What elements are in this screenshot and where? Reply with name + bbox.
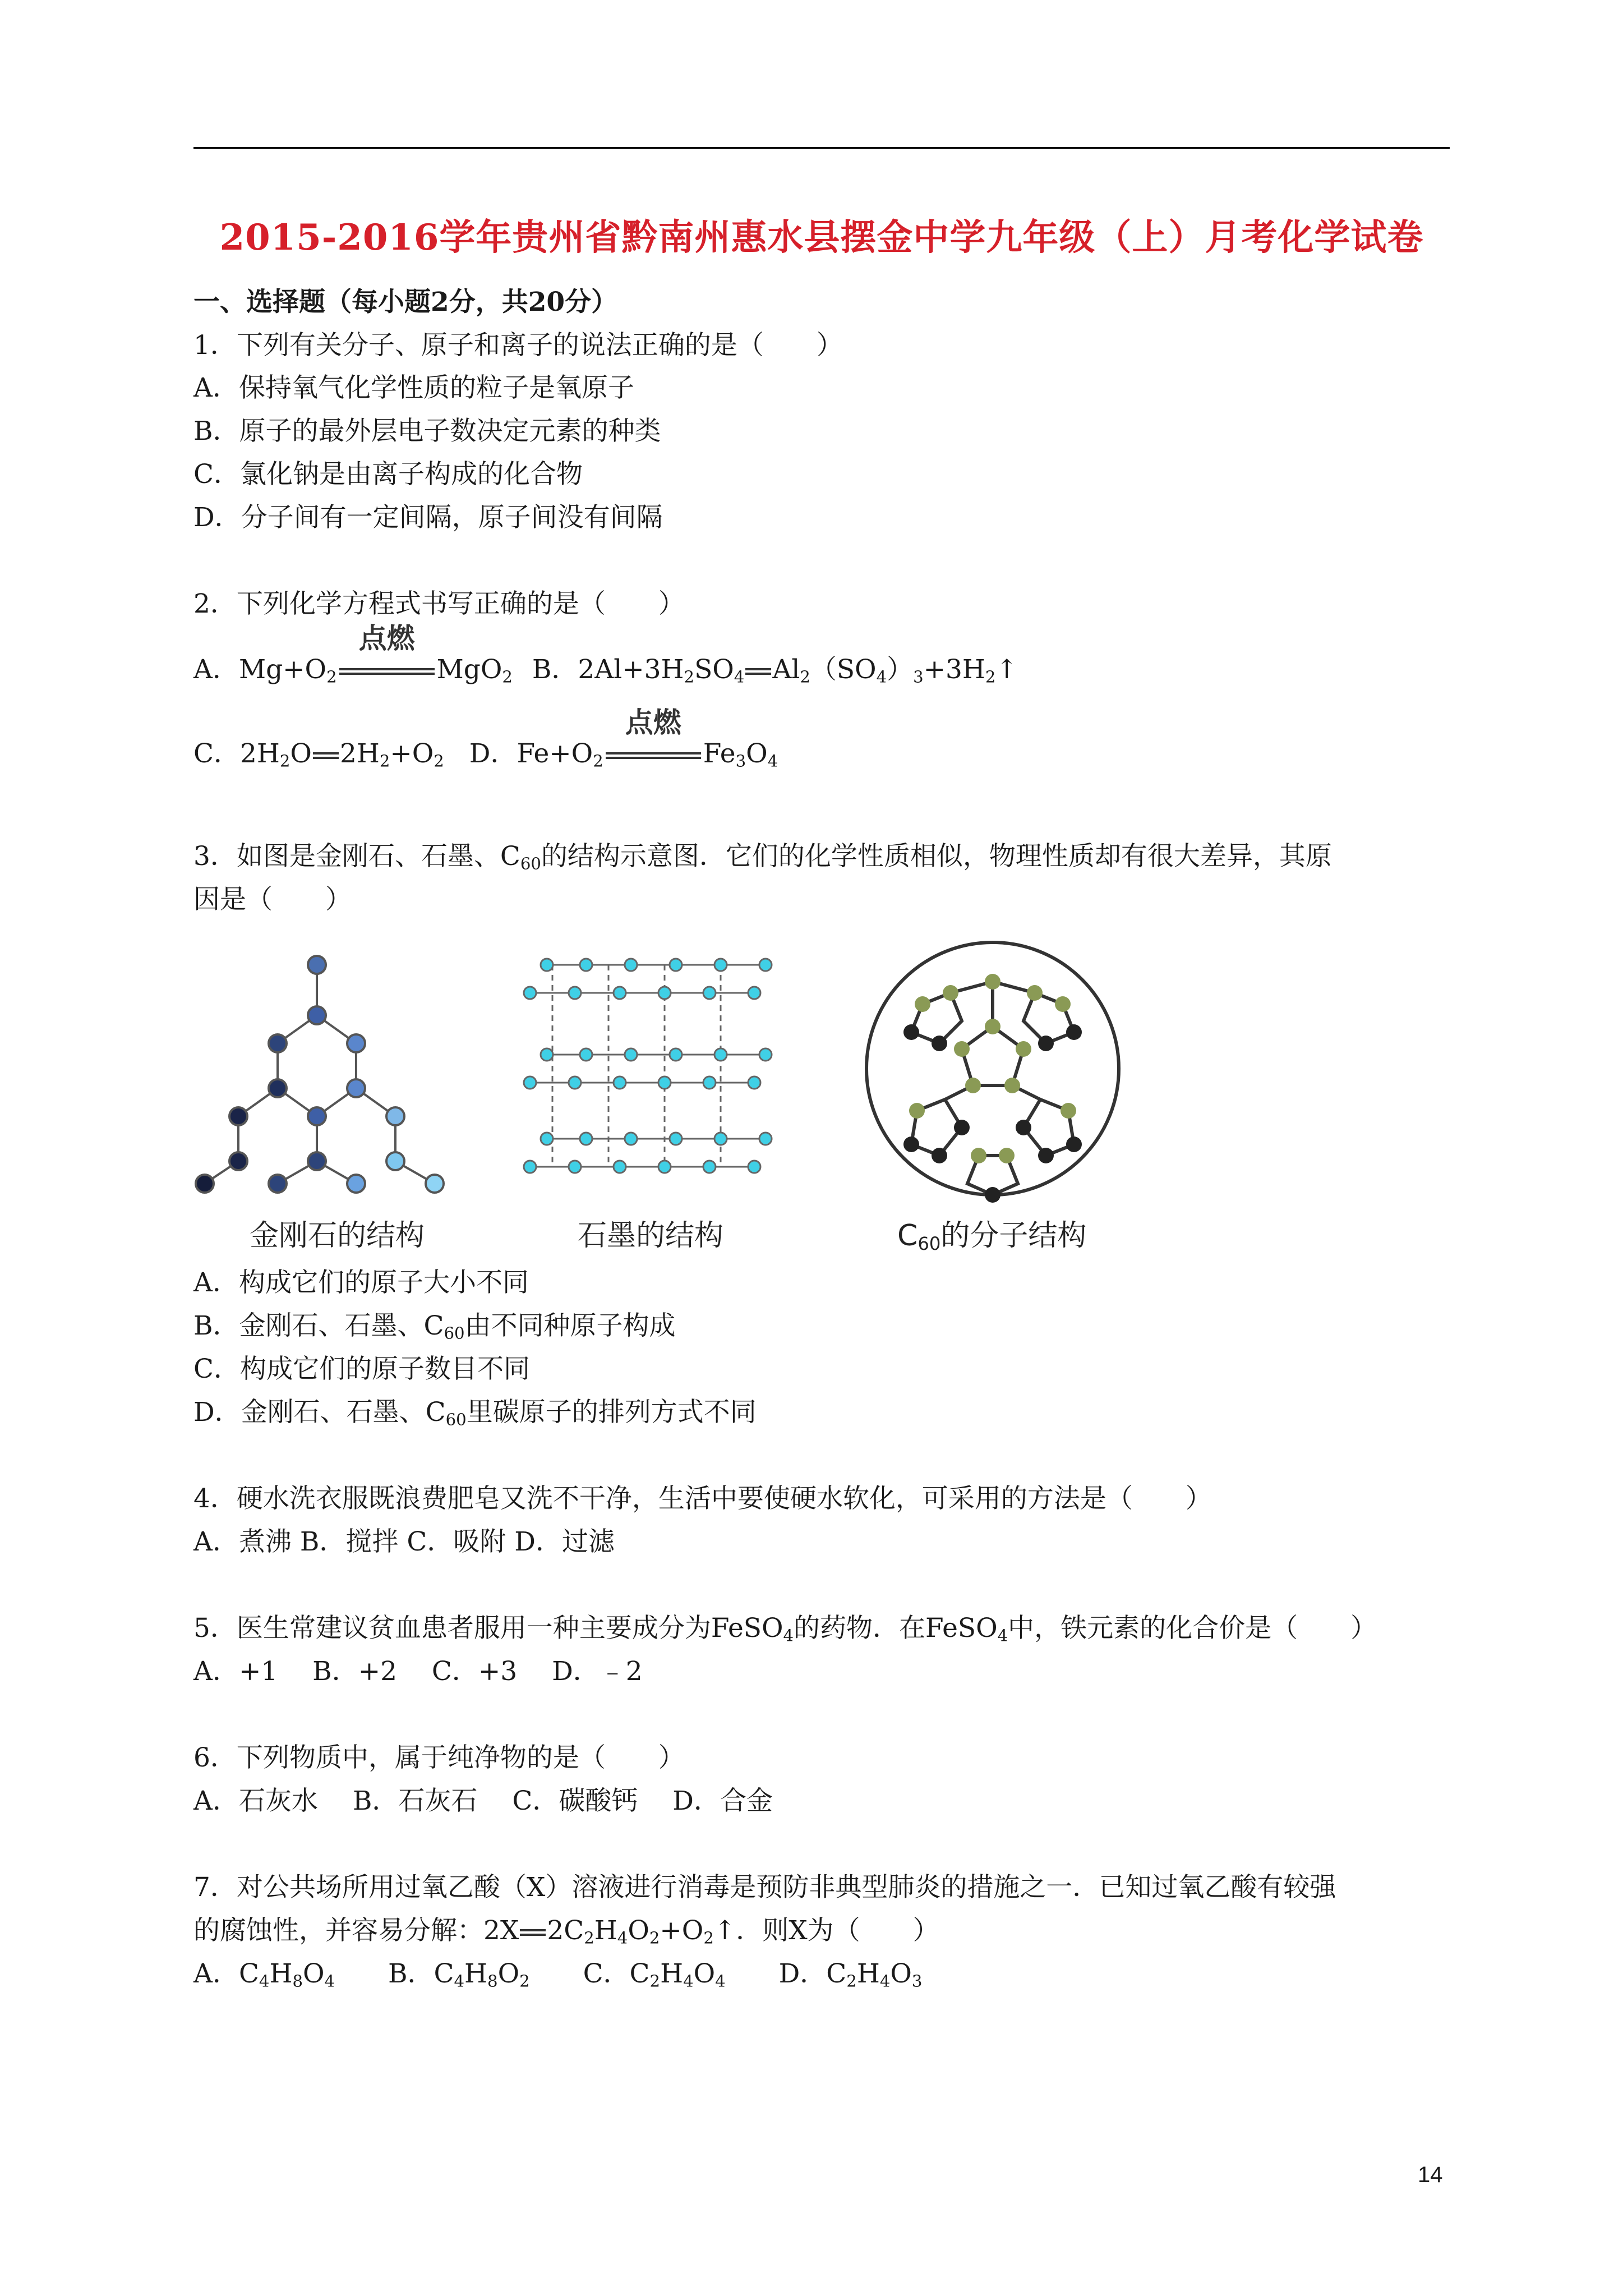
q5-options: A．+1 B．+2 C．+3 D．﹣2 <box>193 1656 643 1687</box>
page-number: 14 <box>1418 2162 1443 2187</box>
c60-caption: $C_{60}$的分子结构 <box>897 1219 1087 1255</box>
q5-stem: 5．医生常建议贫血患者服用一种主要成分为FeSO$_4$的药物．在FeSO$_4$中，铁元素的化合价是（ ） <box>193 1613 1377 1645</box>
header-rule <box>193 147 1450 149</box>
diamond-caption: 金刚石的结构 <box>250 1219 425 1253</box>
q1-option-b: B．原子的最外层电子数决定元素的种类 <box>193 416 661 447</box>
q1-option-d: D．分子间有一定间隔，原子间没有间隔 <box>193 502 663 533</box>
q7-options: A．$C_4H_8O_4$ B．$C_4H_8O_2$ C．$C_2H_4O_4$ D．$C_2H_4O_3$ <box>193 1958 923 1991</box>
page-title: 2015-2016学年贵州省黔南州惠水县摆金中学九年级（上）月考化学试卷 <box>219 217 1424 259</box>
q3-option-c: C．构成它们的原子数目不同 <box>193 1354 530 1384</box>
q6-stem: 6．下列物质中，属于纯净物的是（ ） <box>193 1742 685 1773</box>
q1-option-a: A．保持氧气化学性质的粒子是氧原子 <box>193 372 634 403</box>
graphite-structure <box>524 959 772 1173</box>
q6-options: A．石灰水 B．石灰石 C．碳酸钙 D．合金 <box>193 1786 773 1816</box>
c60-structure <box>866 942 1119 1203</box>
q3-option-b: B．金刚石、石墨、$C_{60}$由不同种原子构成 <box>193 1310 676 1343</box>
q7-stem-line1: 7．对公共场所用过氧乙酸（X）溶液进行消毒是预防非典型肺炎的措施之一．已知过氧乙酸有较强 <box>193 1872 1336 1903</box>
q3-stem-line1: 3．如图是金刚石、石墨、$C_{60}$的结构示意图．它们的化学性质相似，物理性质却有很大差异，其原 <box>193 841 1332 873</box>
q7-stem-line2: 的腐蚀性，并容易分解：2X $2C_2H_4O_2+O_2↑$．则X为（ ） <box>193 1915 939 1948</box>
q2-options-cd: C．$2H_2O$ $2H_2+O_2$ D．$Fe+O_2$ 点燃 $Fe_3O_4$ <box>193 706 778 771</box>
section-heading: 一、选择题（每小题2分，共20分） <box>193 287 618 318</box>
q3-option-a: A．构成它们的原子大小不同 <box>193 1267 529 1298</box>
q3-option-d: D．金刚石、石墨、$C_{60}$里碳原子的排列方式不同 <box>193 1397 757 1429</box>
reaction-arrow: 点燃 <box>339 665 435 678</box>
q1-option-c: C．氯化钠是由离子构成的化合物 <box>193 459 583 490</box>
q1-stem: 1．下列有关分子、原子和离子的说法正确的是（ ） <box>193 330 843 361</box>
diamond-structure <box>196 956 444 1193</box>
q4-options: A．煮沸 B．搅拌 C．吸附 D．过滤 <box>193 1526 615 1557</box>
q4-stem: 4．硬水洗衣服既浪费肥皂又洗不干净，生活中要使硬水软化，可采用的方法是（ ） <box>193 1483 1212 1514</box>
graphite-caption: 石墨的结构 <box>578 1219 724 1253</box>
q2-stem: 2．下列化学方程式书写正确的是（ ） <box>193 588 685 619</box>
reaction-arrow: 点燃 <box>606 749 701 762</box>
q2-options-ab: A．$Mg+O_2$ 点燃 MgO$_2$ B．$2Al+3H_2SO_4$ $Al_2(SO_4)_3+3H_2↑$ <box>193 622 1018 687</box>
q3-stem-line2: 因是（ ） <box>193 884 352 915</box>
